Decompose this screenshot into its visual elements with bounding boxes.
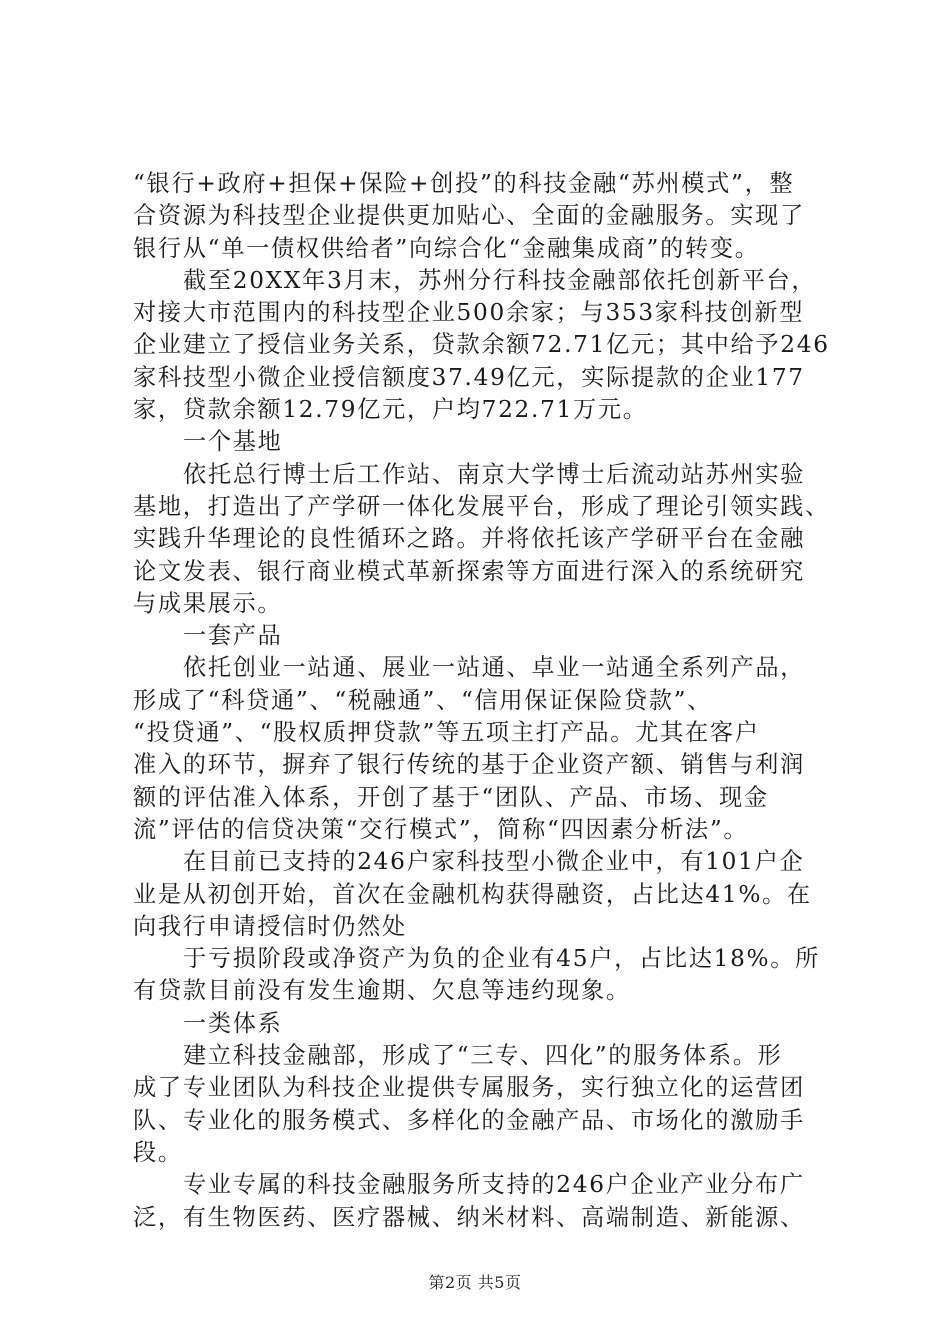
text-line: 家科技型小微企业授信额度37.49亿元，实际提款的企业177 [133, 363, 805, 391]
text-line: 形成了“科贷通”、“税融通”、“信用保证保险贷款”、 [133, 686, 713, 714]
text-line: 队、专业化的服务模式、多样化的金融产品、市场化的激励手 [133, 1106, 805, 1134]
text-line: 截至20XX年3月末，苏州分行科技金融部依托创新平台， [183, 266, 817, 294]
text-line: 成了专业团队为科技企业提供专属服务，实行独立化的运营团 [133, 1074, 805, 1102]
text-line: 依托总行博士后工作站、南京大学博士后流动站苏州实验 [183, 460, 806, 488]
text-line: 基地，打造出了产学研一体化发展平台，形成了理论引领实践、 [133, 492, 830, 520]
text-line: 准入的环节，摒弃了银行传统的基于企业资产额、销售与利润 [133, 751, 805, 779]
document-body [133, 168, 833, 1234]
text-line: 在目前已支持的246户家科技型小微企业中，有101户企 [183, 848, 805, 876]
text-line: 段。 [133, 1138, 183, 1166]
text-line: 与成果展示。 [133, 589, 283, 617]
text-line: 有贷款目前没有发生逾期、欠息等违约现象。 [133, 977, 631, 1005]
text-line: 论文发表、银行商业模式革新探索等方面进行深入的系统研究 [133, 557, 805, 585]
page-footer: 第2页 共5页 [428, 1273, 522, 1292]
text-line: 家，贷款余额12.79亿元，户均722.71万元。 [133, 396, 648, 424]
text-line: “投贷通”、“股权质押贷款”等五项主打产品。尤其在客户 [133, 719, 760, 747]
text-line: 于亏损阶段或净资产为负的企业有45户，占比达18%。所 [183, 945, 821, 973]
text-line: 泛，有生物医药、医疗器械、纳米材料、高端制造、新能源、 [133, 1203, 805, 1231]
text-line: “银行+政府+担保+保险+创投”的科技金融“苏州模式”，整 [133, 170, 795, 197]
text-line: 流”评估的信贷决策“交行模式”，简称“四因素分析法”。 [133, 815, 749, 843]
text-line: 对接大市范围内的科技型企业500余家；与353家科技创新型 [133, 299, 805, 327]
text-line: 向我行申请授信时仍然处 [133, 912, 407, 940]
text-line: 企业建立了授信业务关系，贷款余额72.71亿元；其中给予246 [133, 331, 830, 359]
text-line: 专业专属的科技金融服务所支持的246户企业产业分布广 [183, 1171, 805, 1199]
text-line: 建立科技金融部，形成了“三专、四化”的服务体系。形 [183, 1042, 783, 1070]
text-line: 一套产品 [183, 622, 283, 650]
text-line: 一类体系 [183, 1009, 283, 1037]
text-line: 依托创业一站通、展业一站通、卓业一站通全系列产品， [183, 654, 806, 682]
text-line: 额的评估准入体系，开创了基于“团队、产品、市场、现金 [133, 783, 769, 811]
text-line: 业是从初创开始，首次在金融机构获得融资，占比达41%。在 [133, 880, 812, 908]
text-line: 一个基地 [183, 428, 283, 456]
text-line: 合资源为科技型企业提供更加贴心、全面的金融服务。实现了 [133, 202, 805, 230]
text-line: 银行从“单一债权供给者”向综合化“金融集成商”的转变。 [133, 234, 760, 262]
text-line: 实践升华理论的良性循环之路。并将依托该产学研平台在金融 [133, 525, 805, 553]
